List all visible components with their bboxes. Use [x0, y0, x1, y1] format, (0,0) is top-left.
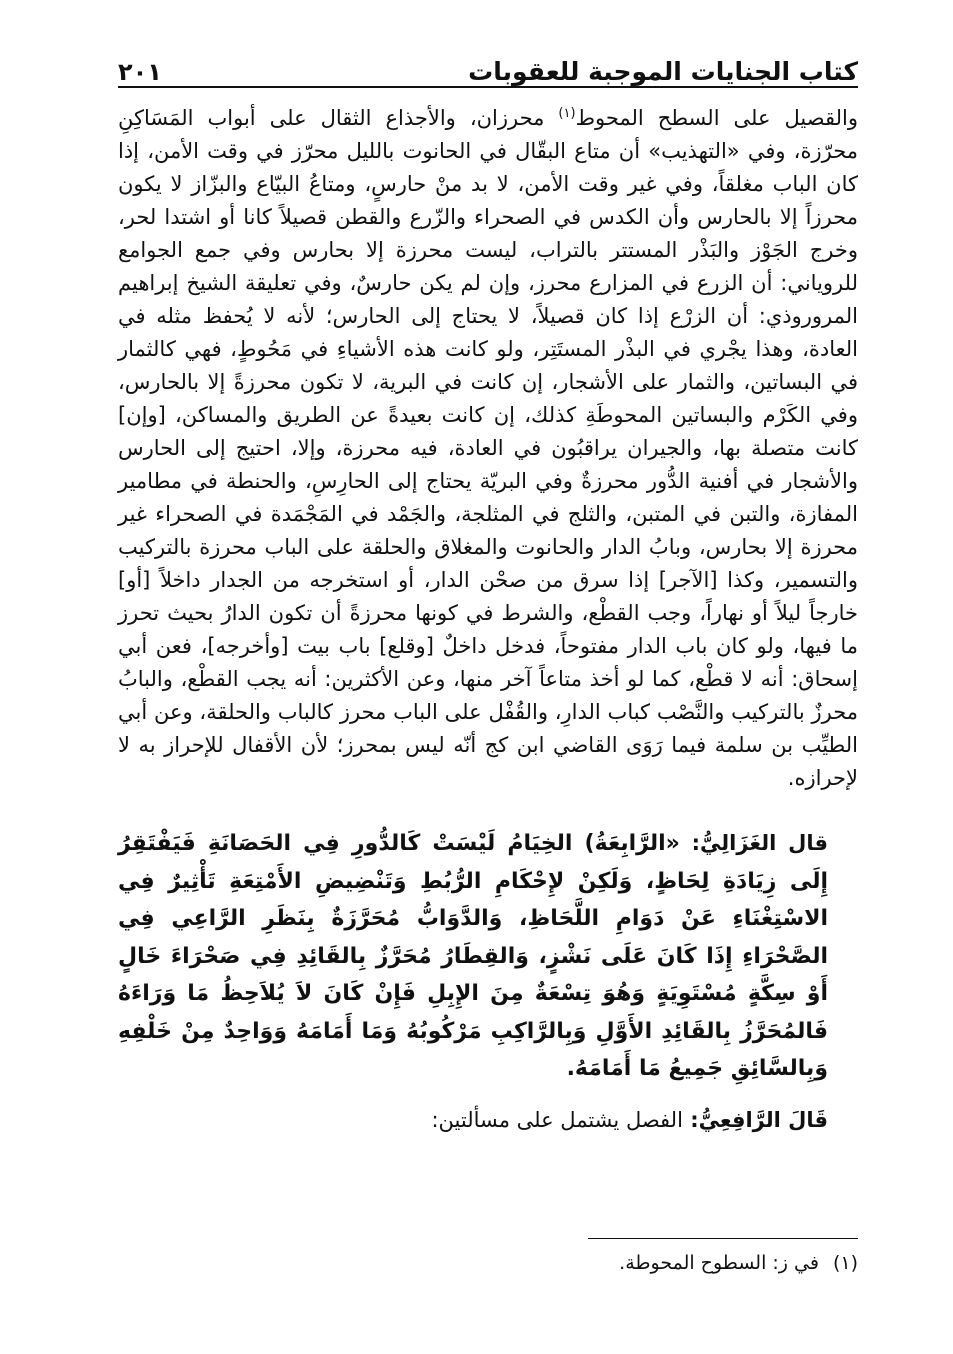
footnote-rule [588, 1238, 858, 1239]
paragraph-commentary [118, 102, 858, 795]
paragraph-text-start: والقصيل على السطح المحوط [575, 106, 858, 130]
speaker-rafii: قَالَ الرَّافِعِيُّ: [682, 1107, 828, 1132]
rafii-text: الفصل يشتمل على مسألتين: [431, 1107, 683, 1132]
paragraph-text-rest: محرزان، والأجذاع الثقال على أبواب المَسَاكِنِ محرّزة، وفي «التهذيب» أن متاع البقّال في الحانوت بالليل محرّز في وقت الأمن، إذا كان الباب مغلقاً، وفي غير وقت الأمن، لا بد منْ حارسٍ، ومتاعُ البيّاع والبزّاز لا يكون محرزاً إلا بالحارس وأن الكدس في الصحراء والزّرع والقطن قصيلاً كانا أو اشتدا لحر، وخرج الجَوْز والبَذْر المستتر بالتراب، ليست محرزة إلا بحارس وفي جمع الجوامع للروياني: أن الزرع في المزارع محرز، وإن لم يكن حارسٌ، وفي تعليقة الشيخ إبراهيم المروروذي: أن الزرْع إذا كان قصيلاً، لا يحتاج إلى الحارس؛ لأنه لا يُحفظ مثله في العادة، وهذا يجْري في البذْر المستَتِر، ولو كانت هذه الأشياءِ في مَحُوطٍ، فهي كالثمار في البساتين، والثمار على الأشجار، إن كانت في البرية، لا تكون محرزةً إلا بالحارس، وفي الكَرْم والبساتين المحوطَةِ كذلك، إن كانت بعيدةً عن الطريق والمساكن، [وإن] كانت متصلة بها، والجيران يراقبُون في العادة، فيه محرزة، وإلا، احتيج إلى الحارس والأشجار في أفنية الدُّور محرزةٌ وفي البريّة يحتاج إلى الحارِسِ، والحنطة في مطامير المفازة، والتبن في المتبن، والثلج في المثلجة، والجَمْد في المَجْمَدة في الصحراء غير محرزة إلا بحارس، وبابُ الدار والحانوت والمغلاق والحلقة على الباب محرزة بالتركيب والتسمير، وكذا [الآجر] إذا سرق من صحْن الدار، أو استخرجه من الجدار داخلاً [أو] خارجاً ليلاً أو نهاراً، وجب القطْع، والشرط في كونها محرزةً أن تكون الدارُ بحيث تحرز ما فيها، ولو كان باب الدار مفتوحاً، فدخل داخلٌ [وقلع] باب بيت [وأخرجه]، فعن أبي إسحاق: أنه لا قطْع، كما لو أخذ متاعاً آخر منها، وعن الأكثرين: أنه يجب القطْع، والبابُ محرزٌ بالتركيب والنَّصْب كباب الدارِ، والقُفْل على الباب محرز كالباب والحلقة، وعن أبي الطيِّب بن سلمة فيما رَوَى القاضي ابن كج أنّه ليس بمحرز؛ لأن الأقفال للإحراز به لا لإحرازه. [118, 106, 858, 790]
page-number: ٢٠١ [118, 58, 162, 86]
footnote-reference[interactable]: (١) [558, 106, 576, 121]
quoted-text: «الرَّابِعَةُ) الخِيَامُ لَيْسَتْ كَالدُّورِ فِي الحَصَانَةِ فَيَفْتَقِرُ إِلَى زِيَادَةِ لِحَاظٍ، وَلَكِنْ لإِحْكَامِ الرُّبُطِ وَتَنْضِيضِ الأَمْتِعَةِ تَأْثِيرٌ فِي الاسْتِغْنَاءِ عَنْ دَوَامِ اللَّحَاظِ، وَالدَّوَابُّ مُحَرَّزَةٌ بِنَظَرِ الرَّاعِي فِي الصَّحْرَاءِ إِذَا كَانَ عَلَى نَشْزٍ، وَالقِطَارُ مُحَرَّزٌ بِالقَائِدِ فِي صَحْرَاءَ خَالٍ أَوْ سِكَّةٍ مُسْتَوِيَةٍ وَهُوَ تِسْعَةٌ مِنَ الإِبِلِ فَإِنْ كَانَ لاَ يُلاَحِظُ مَا وَرَاءَهُ فَالمُحَرَّزُ بِالقَائِدِ الأَوَّلِ وَبِالرَّاكِبِ مَرْكُوبُهُ وَمَا أَمَامَهُ وَوَاحِدٌ مِنْ خَلْفِهِ وَبِالسَّائِقِ جَمِيعُ مَا أَمَامَهُ. [118, 831, 828, 1081]
footnote-text: في ز: السطوح المحوطة. [619, 1252, 819, 1274]
header-rule [118, 86, 858, 88]
main-text [118, 102, 858, 1137]
page-header [118, 42, 858, 86]
paragraph-quote [118, 825, 858, 1088]
paragraph-rafii [118, 1104, 858, 1137]
footnote-number: (١) [832, 1252, 858, 1274]
footnote [619, 1252, 858, 1274]
speaker-ghazali: قال الغَزَالِيُّ: [679, 831, 828, 855]
running-title: كتاب الجنايات الموجبة للعقوبات [468, 57, 858, 86]
